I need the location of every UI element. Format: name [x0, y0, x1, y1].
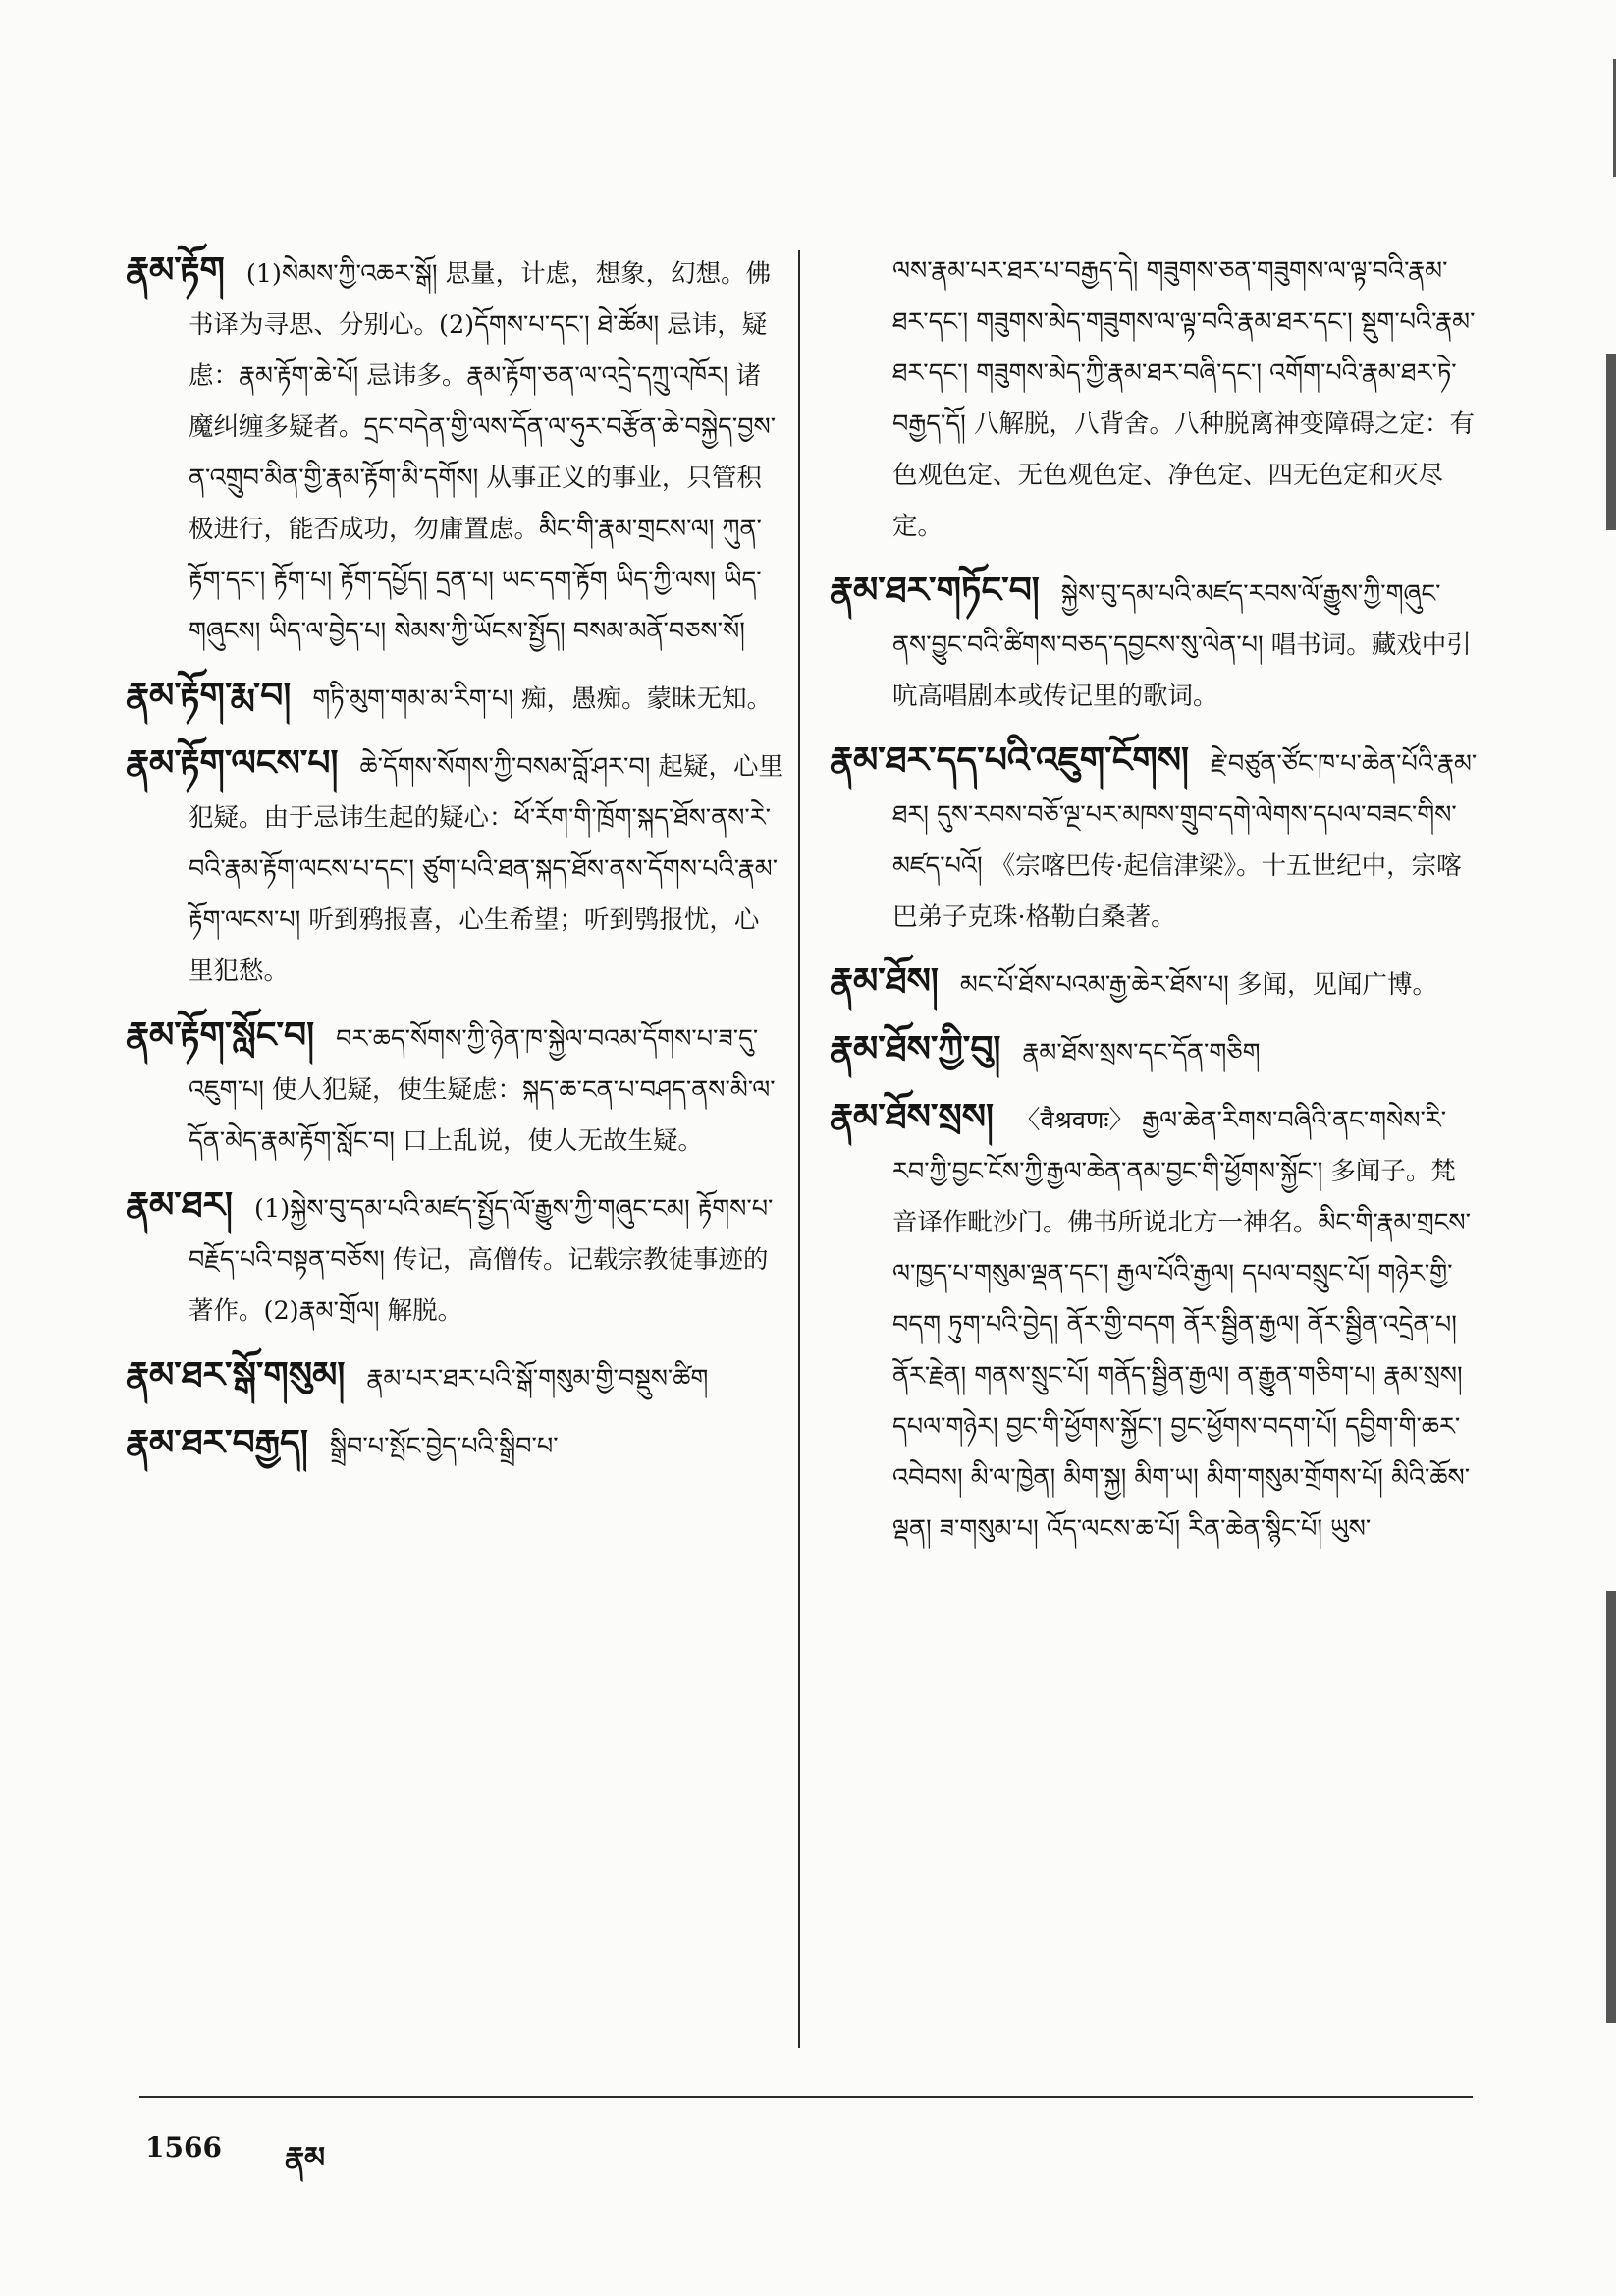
entry-text: [830, 1092, 1478, 1555]
entry-text: [126, 246, 783, 657]
entry-headword: རྣམ་ཐོས་སྲས།: [830, 1097, 995, 1137]
entry-text: [830, 957, 1478, 1011]
entry-definition: སྐྱེས་བུ་དམ་པའི་མཛད་རབས་ལོ་རྒྱུས་ཀྱི་གཞུང་ནས་བྱུང་བའི་ཚིགས་བཅད་དབྱངས་སུ་ལེན་པ། 唱书词。藏戏中引吭高唱剧本或传记里的歌词。: [892, 579, 1472, 711]
entry-headword: རྣམ་ཐར་གཏོང་བ།: [830, 571, 1040, 611]
dictionary-entry: [126, 1180, 783, 1337]
entry-text: [830, 736, 1478, 943]
page-number: 1566: [145, 2131, 222, 2163]
running-head: རྣམ: [285, 2141, 326, 2175]
entry-definition: 〈वैश्रवणः〉 རྒྱལ་ཆེན་རིགས་བཞིའི་ནང་གསེས་རི་རབ་ཀྱི་བྱང་ངོས་ཀྱི་རྒྱལ་ཆེན་ནམ་བྱང་གི་ཕྱོགས་སྐྱོང་། 多闻子。梵音译作毗沙门。佛书所说北方一神名。མིང་གི་རྣམ་གྲངས་ལ་ཁྱད་པ་གསུམ་ལྡན་དང་། རྒྱལ་པོའི་རྒྱལ། དཔལ་བསྲུང་པོ། གཉེར་གྱི་བདག ཏུག་པའི་བྱེད། ནོར་གྱི་བདག ནོར་སྦྱིན་རྒྱལ། ནོར་སྦྱིན་འདྲེན་པ། ནོར་རྗེན། གནས་སྲུང་པོ། གནོད་སྦྱིན་རྒྱལ། ན་རྒྱུན་གཅིག་པ། རྣམ་སྲས། དཔལ་གཉེར། བྱང་གི་ཕྱོགས་སྐྱོང་། བྱང་ཕྱོགས་བདག་པོ། དབྱིག་གི་ཆར་འབེབས། མི་ལ་ཁྱེན། མིག་སྐྱ། མིག་ཡ། མིག་གསུམ་གྲོགས་པོ། མིའི་ཆོས་ལྡན། ཟ་གསུམ་པ། འོད་ལངས་ཆ་པོ། རིན་ཆེན་སྙིང་པོ། ཡུས་: [892, 1106, 1472, 1544]
entry-headword: རྣམ་ཐར་དད་པའི་འཇུག་ངོགས།: [830, 740, 1190, 781]
entry-text: [126, 738, 783, 997]
entry-text: [830, 246, 1478, 552]
dictionary-entry: [830, 736, 1478, 943]
dictionary-entry: [830, 1024, 1478, 1078]
entry-definition: ལས་རྣམ་པར་ཐར་པ་བརྒྱད་དེ། གཟུགས་ཅན་གཟུགས་ལ་ལྟ་བའི་རྣམ་ཐར་དང་། གཟུགས་མེད་གཟུགས་ལ་ལྟ་བའི་རྣམ་ཐར་དང་། སྡུག་པའི་རྣམ་ཐར་དང་། གཟུགས་མེད་ཀྱི་རྣམ་ཐར་བཞི་དང་། འགོག་པའི་རྣམ་ཐར་ཏེ་བརྒྱད་དོ། 八解脱，八背舍。八种脱离神变障碍之定：有色观色定、无色观色定、净色定、四无色定和灭尽定。: [892, 256, 1476, 541]
dictionary-entry: [830, 246, 1478, 552]
entry-headword: རྣམ་རྟོག: [126, 250, 225, 291]
entry-headword: རྣམ་རྟོག་རྨ་བ།: [126, 676, 292, 716]
dictionary-entry: [126, 738, 783, 997]
dictionary-entry: [830, 566, 1478, 722]
entry-text: [126, 1011, 783, 1167]
entry-definition: རྗེ་བཙུན་ཙོང་ཁ་པ་ཆེན་པོའི་རྣམ་ཐར། དུས་རབས་བཅོ་ལྔ་པར་མཁས་གྲུབ་དགེ་ལེགས་དཔལ་བཟང་གིས་མཛད་པའོ། 《宗喀巴传·起信津梁》。十五世纪中，宗喀巴弟子克珠·格勒白桑著。: [892, 749, 1478, 932]
entry-headword: རྣམ་རྟོག་ལངས་པ།: [126, 743, 339, 784]
entry-definition: ཆེ་དོགས་སོགས་ཀྱི་བསམ་བློ་ཤར་བ། 起疑，心里犯疑。由于忌讳生起的疑心：ཕོ་རོག་གི་ཁྲོག་སྐད་ཐོས་ནས་རེ་བའི་རྣམ་རྟོག་ལངས་པ་དང་། ཙུག་པའི་ཐན་སྐད་ཐོས་ནས་དོགས་པའི་རྣམ་རྟོག་ལངས་པ། 听到鸦报喜，心生希望；听到鸮报忧，心里犯愁。: [189, 752, 783, 986]
entry-definition: སྒྲིབ་པ་སྤོང་བྱེད་པའི་སྒྲིབ་པ་: [329, 1432, 559, 1461]
right-column: [830, 246, 1478, 1568]
dictionary-entry: [830, 1092, 1478, 1555]
entry-text: [126, 1350, 783, 1404]
footer-rule: [139, 2096, 1473, 2098]
dictionary-entry: [830, 957, 1478, 1011]
column-divider: [798, 250, 800, 2048]
left-column: [126, 246, 783, 1486]
entry-headword: རྣམ་ཐོས་ཀྱི་བུ།: [830, 1029, 1001, 1069]
entry-headword: རྣམ་ཐར་སྒོ་གསུམ།: [126, 1355, 346, 1395]
entry-definition: མང་པོ་ཐོས་པའམ་རྒྱ་ཆེར་ཐོས་པ། 多闻，见闻广博。: [959, 970, 1437, 1000]
entry-text: [126, 1180, 783, 1337]
dictionary-entry: [126, 671, 783, 725]
dictionary-entry: [126, 1350, 783, 1404]
entry-text: [126, 1418, 783, 1472]
entry-headword: རྣམ་ཐར་བརྒྱད།: [126, 1423, 308, 1463]
entry-text: [126, 671, 783, 725]
entry-definition: བར་ཆད་སོགས་ཀྱི་ཉེན་ཁ་སྐྱེལ་བའམ་དོགས་པ་ཟ་དུ་འཇུག་པ། 使人犯疑，使生疑虑：སྐད་ཆ་ངན་པ་བཤད་ནས་མི་ལ་དོན་མེད་རྣམ་རྟོག་སློང་བ། 口上乱说，使人无故生疑。: [189, 1024, 776, 1156]
entry-text: [830, 566, 1478, 722]
entry-headword: རྣམ་རྟོག་སློང་བ།: [126, 1015, 315, 1056]
scan-edge-mark: [1606, 1591, 1616, 2023]
entry-headword: རྣམ་ཐོས།: [830, 961, 939, 1002]
entry-headword: རྣམ་ཐར།: [126, 1185, 234, 1226]
entry-definition: (1)སེམས་ཀྱི་འཆར་སྒོ། 思量，计虑，想象，幻想。佛书译为寻思、分别心。(2)དོགས་པ་དང་། ཐེ་ཚོམ། 忌讳，疑虑：རྣམ་རྟོག་ཆེ་པོ། 忌讳多。རྣམ་རྟོག་ཅན་ལ་འདྲེ་དཀྲུ་འཁོར། 诸魔纠缠多疑者。དྲང་བདེན་གྱི་ལས་དོན་ལ་ཧུར་བརྩོན་ཆེ་བསྐྱེད་བྱས་ན་འགྲུབ་མིན་གྱི་རྣམ་རྟོག་མི་དགོས། 从事正义的事业，只管积极进行，能否成功，勿庸置虑。མིང་གི་རྣམ་གྲངས་ལ། ཀུན་རྟོག་དང་། རྟོག་པ། རྟོག་དཔྱོད། དྲན་པ། ཡང་དག་རྟོག ཡིད་ཀྱི་ལས། ཡིད་གཞུངས། ཡིད་ལ་བྱེད་པ། སེམས་ཀྱི་ཡོངས་སྤྱོད། བསམ་མནོ་བཅས་སོ།: [189, 259, 777, 646]
entry-definition: (1)སྐྱེས་བུ་དམ་པའི་མཛད་སྤྱོད་ལོ་རྒྱུས་ཀྱི་གཞུང་ངམ། རྟོགས་པ་བརྗོད་པའི་བསྟན་བཅོས། 传记，高僧传。记载宗教徒事迹的著作。(2)རྣམ་གྲོལ། 解脱。: [189, 1194, 774, 1326]
entry-definition: རྣམ་པར་ཐར་པའི་སྒོ་གསུམ་གྱི་བསྡུས་ཚིག: [366, 1364, 709, 1394]
entry-text: [830, 1024, 1478, 1078]
dictionary-entry: [126, 1011, 783, 1167]
scan-edge-mark: [1606, 354, 1616, 530]
dictionary-entry: [126, 246, 783, 657]
dictionary-entry: [126, 1418, 783, 1472]
entry-definition: གཏི་མུག་གམ་མ་རིག་པ། 痴，愚痴。蒙昧无知。: [312, 684, 773, 714]
entry-definition: རྣམ་ཐོས་སྲས་དང་དོན་གཅིག: [1022, 1038, 1261, 1067]
